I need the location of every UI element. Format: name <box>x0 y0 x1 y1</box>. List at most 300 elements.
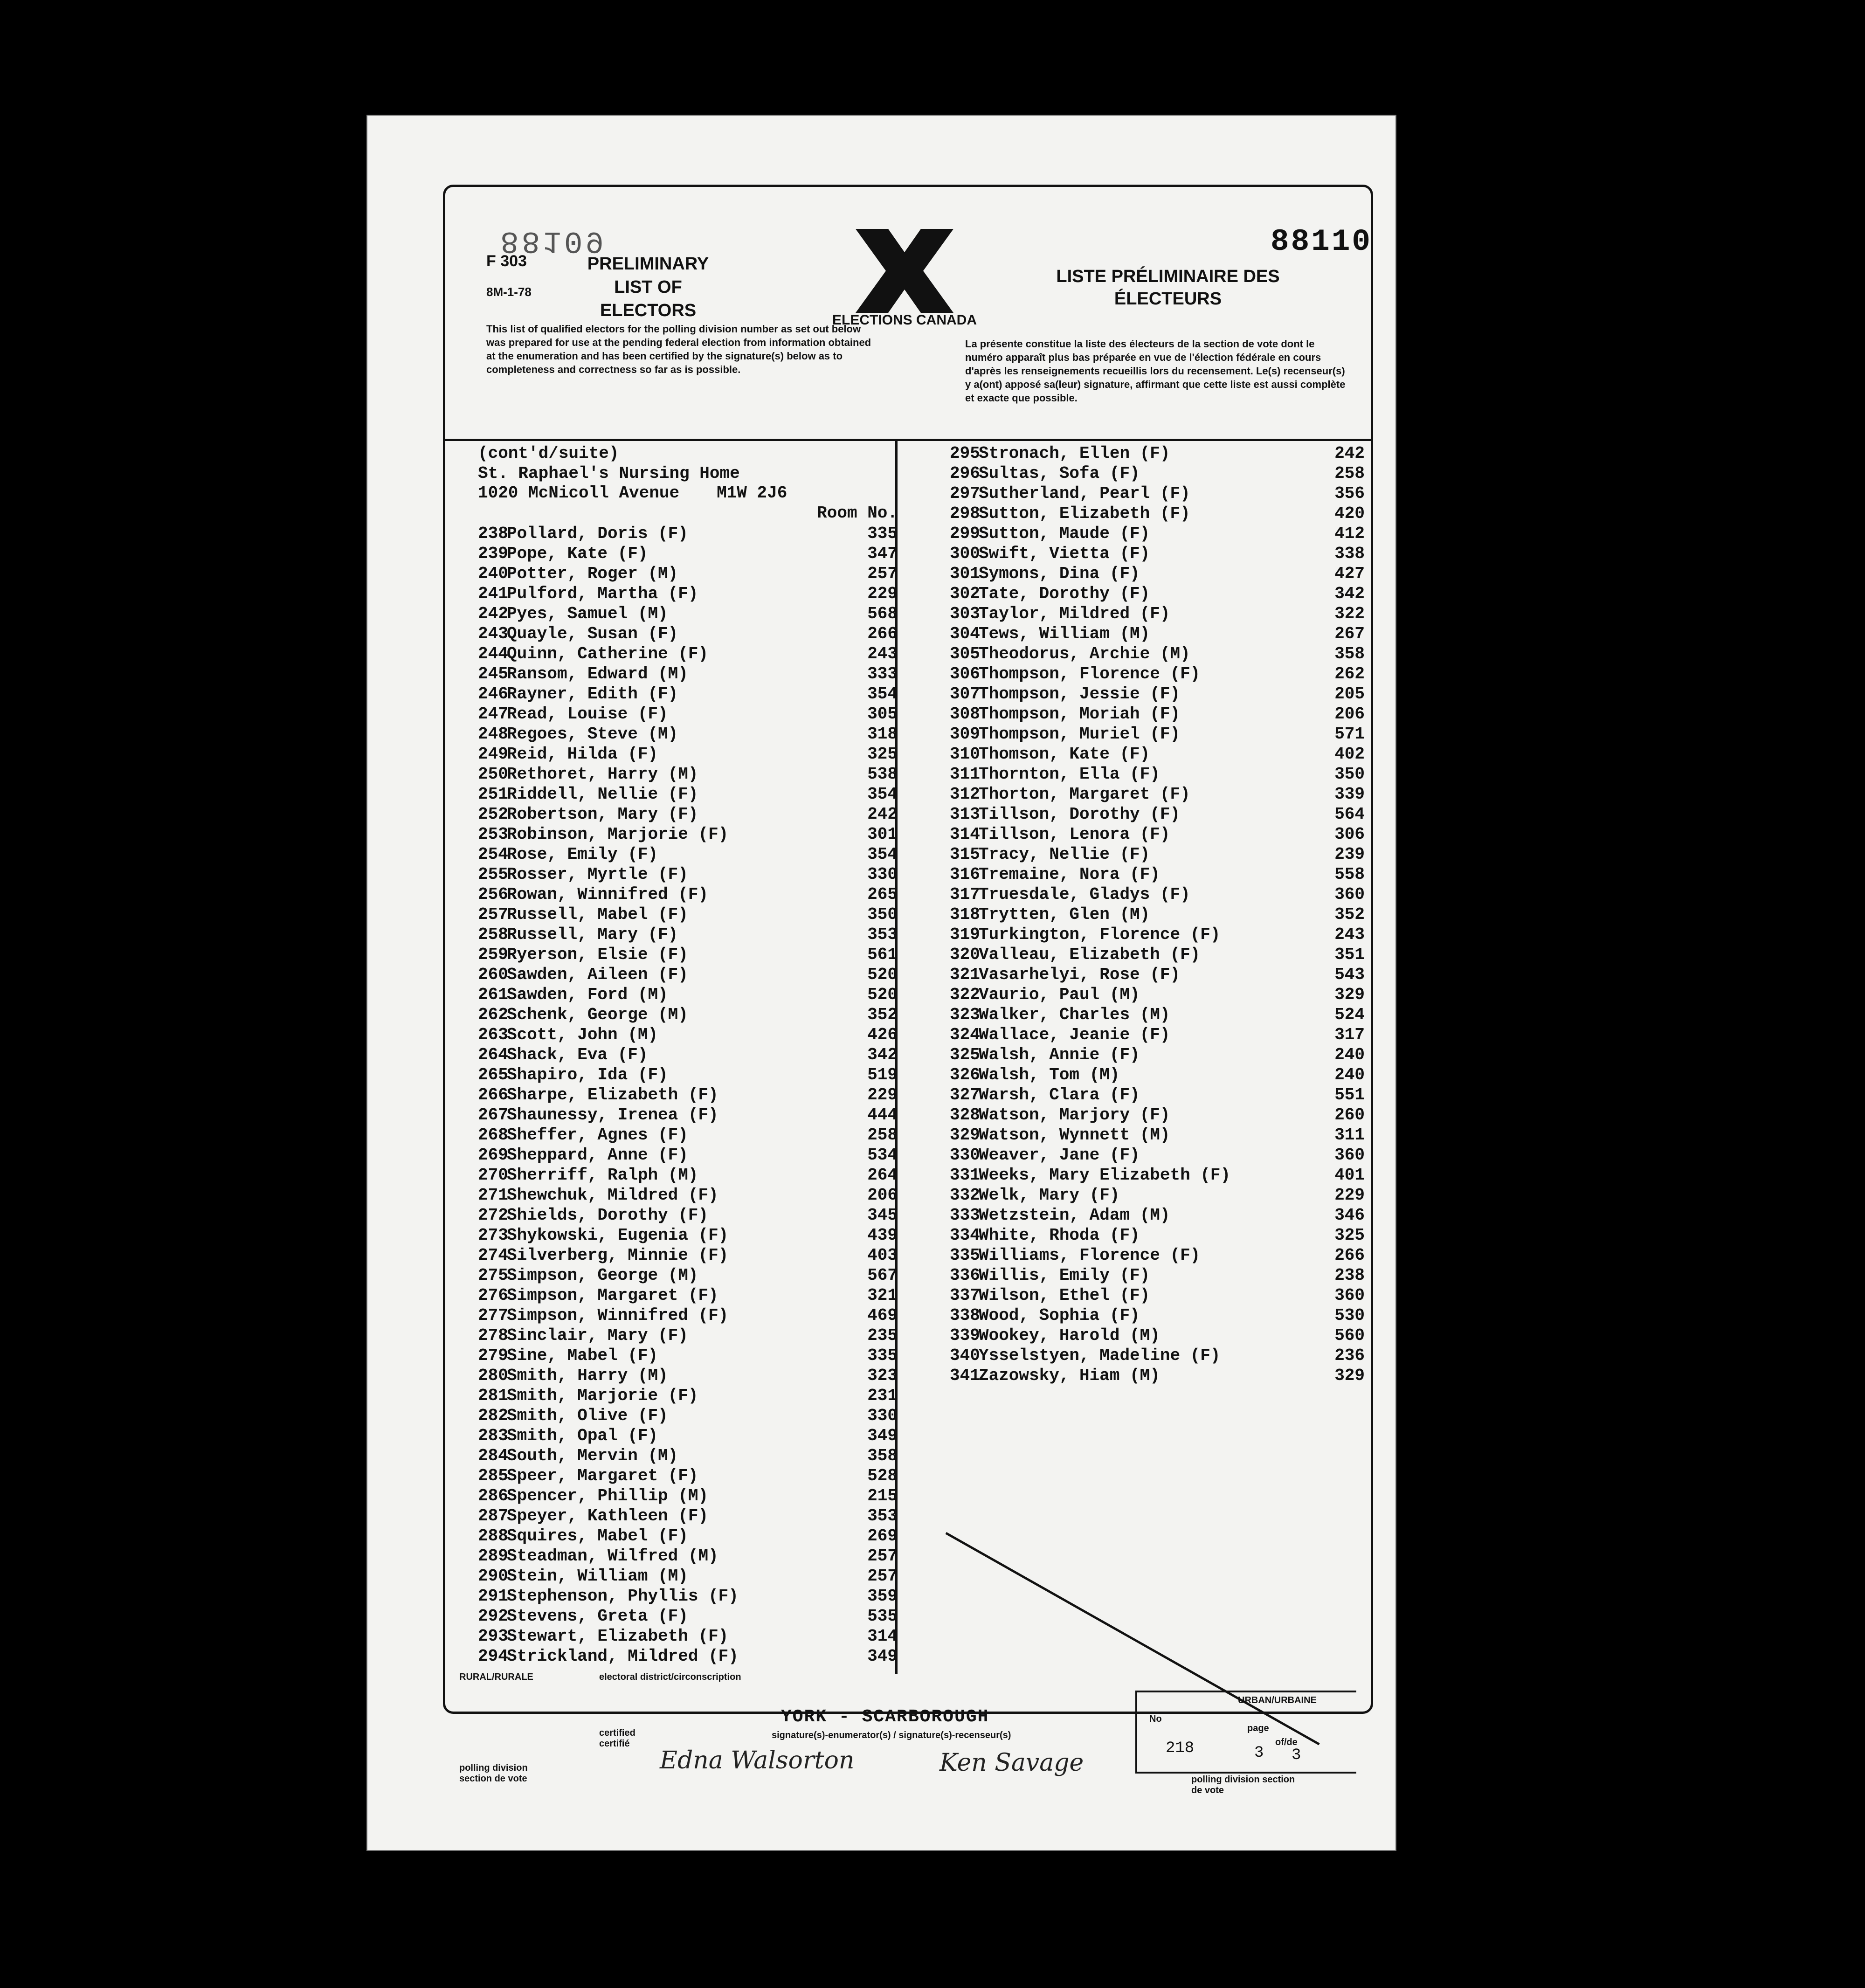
elector-name: Read, Louise (F) <box>507 704 668 724</box>
elector-name: Watson, Marjory (F) <box>979 1105 1170 1125</box>
room-number: 350 <box>867 905 898 924</box>
enumerator-signature-2: Ken Savage <box>939 1749 1084 1777</box>
room-number: 439 <box>867 1226 898 1245</box>
elector-number: 316 <box>950 865 980 884</box>
room-number: 444 <box>867 1105 898 1125</box>
elector-row <box>478 1285 898 1305</box>
elector-number: 238 <box>478 524 508 543</box>
elector-name: Vasarhelyi, Rose (F) <box>979 965 1181 984</box>
elector-number: 324 <box>950 1025 980 1044</box>
elector-row <box>950 1005 1365 1025</box>
room-number: 269 <box>867 1526 898 1546</box>
elector-name: Sawden, Aileen (F) <box>507 965 688 984</box>
elector-row <box>478 1045 898 1065</box>
elector-name: Sultas, Sofa (F) <box>979 464 1140 483</box>
elector-number: 336 <box>950 1266 980 1285</box>
room-number: 427 <box>1334 564 1365 583</box>
elector-number: 302 <box>950 584 980 603</box>
elector-name: Sheffer, Agnes (F) <box>507 1125 688 1145</box>
elector-row <box>478 1185 898 1205</box>
elector-row <box>478 1366 898 1386</box>
elector-name: Pope, Kate (F) <box>507 544 648 563</box>
elector-name: Ryerson, Elsie (F) <box>507 945 688 964</box>
elector-number: 319 <box>950 925 980 944</box>
elector-row <box>950 564 1365 584</box>
room-number: 335 <box>867 524 898 543</box>
elector-name: Taylor, Mildred (F) <box>979 604 1170 623</box>
elector-number: 248 <box>478 725 508 744</box>
elector-number: 304 <box>950 624 980 643</box>
room-number: 346 <box>1334 1206 1365 1225</box>
room-number: 206 <box>1334 704 1365 724</box>
elector-name: Watson, Wynnett (M) <box>979 1125 1170 1145</box>
room-number: 264 <box>867 1166 898 1185</box>
elector-row <box>478 985 898 1005</box>
room-number: 543 <box>1334 965 1365 984</box>
elector-name: Schenk, George (M) <box>507 1005 688 1024</box>
elector-number: 241 <box>478 584 508 603</box>
room-number: 420 <box>1334 504 1365 523</box>
elector-row <box>478 1586 898 1606</box>
elector-number: 303 <box>950 604 980 623</box>
elector-row <box>950 1346 1365 1366</box>
elector-row <box>478 724 898 744</box>
elector-name: Tews, William (M) <box>979 624 1150 643</box>
elector-name: Strickland, Mildred (F) <box>507 1647 739 1666</box>
elector-name: Speer, Margaret (F) <box>507 1466 698 1485</box>
note-french: La présente constitue la liste des électeurs de la section de vote dont le numéro apparaît plus bas préparée en vue de l'élection fédérale en cours d'après les renseignements recueillis lors du recensement. Le(s) recenseur(s) y a(ont) apposé sa(leur) signature, affirmant que cette liste est aussi complète et exacte que possible. <box>965 338 1346 404</box>
room-number: 242 <box>867 805 898 824</box>
room-number: 229 <box>867 1085 898 1104</box>
room-number: 262 <box>1334 664 1365 683</box>
elector-row <box>950 804 1365 824</box>
elector-name: Warsh, Clara (F) <box>979 1085 1140 1104</box>
room-number: 342 <box>867 1045 898 1064</box>
room-header: Room No. <box>817 504 898 523</box>
elector-number: 329 <box>950 1125 980 1145</box>
elector-row <box>950 1165 1365 1185</box>
elector-name: Walsh, Annie (F) <box>979 1045 1140 1064</box>
room-number: 266 <box>867 624 898 643</box>
elector-number: 309 <box>950 725 980 744</box>
elector-name: Russell, Mary (F) <box>507 925 678 944</box>
elector-row <box>950 1366 1365 1386</box>
room-number: 257 <box>867 564 898 583</box>
elector-number: 280 <box>478 1366 508 1385</box>
elector-number: 289 <box>478 1546 508 1566</box>
elector-row <box>478 824 898 844</box>
room-number: 229 <box>1334 1186 1365 1205</box>
title-french: LISTE PRÉLIMINAIRE DES ÉLECTEURS <box>1056 267 1280 309</box>
elector-row <box>950 965 1365 985</box>
elector-number: 245 <box>478 664 508 683</box>
elector-row <box>950 945 1365 965</box>
elector-name: South, Mervin (M) <box>507 1446 678 1465</box>
elector-name: Smith, Opal (F) <box>507 1426 658 1445</box>
elector-number: 312 <box>950 785 980 804</box>
elector-name: Swift, Vietta (F) <box>979 544 1150 563</box>
elector-row <box>950 884 1365 904</box>
elector-number: 239 <box>478 544 508 563</box>
form-header <box>445 187 1371 441</box>
elector-row <box>950 1265 1365 1285</box>
elector-number: 263 <box>478 1025 508 1044</box>
room-number: 242 <box>1334 444 1365 463</box>
elector-row <box>950 1025 1365 1045</box>
elector-name: Ransom, Edward (M) <box>507 664 688 683</box>
elector-name: Sutton, Maude (F) <box>979 524 1150 543</box>
elector-number: 293 <box>478 1627 508 1646</box>
elector-row <box>950 443 1365 463</box>
elector-number: 299 <box>950 524 980 543</box>
elector-row <box>950 784 1365 804</box>
room-number: 564 <box>1334 805 1365 824</box>
elector-number: 260 <box>478 965 508 984</box>
elector-row <box>478 1426 898 1446</box>
elector-number: 266 <box>478 1085 508 1104</box>
elector-number: 277 <box>478 1306 508 1325</box>
elector-number: 330 <box>950 1146 980 1165</box>
elector-number: 276 <box>478 1286 508 1305</box>
elector-number: 264 <box>478 1045 508 1064</box>
elector-row <box>478 884 898 904</box>
elector-row <box>478 684 898 704</box>
elector-number: 318 <box>950 905 980 924</box>
elector-row <box>478 564 898 584</box>
elector-name: White, Rhoda (F) <box>979 1226 1140 1245</box>
room-number: 359 <box>867 1587 898 1606</box>
room-number: 349 <box>867 1426 898 1445</box>
elector-row <box>478 1145 898 1165</box>
elector-row <box>478 524 898 544</box>
elector-number: 282 <box>478 1406 508 1425</box>
right-elector-list <box>950 443 1365 1386</box>
elector-row <box>478 1105 898 1125</box>
elector-name: Thompson, Jessie (F) <box>979 684 1181 704</box>
elector-row <box>478 1346 898 1366</box>
elector-name: Wetzstein, Adam (M) <box>979 1206 1170 1225</box>
elector-name: Speyer, Kathleen (F) <box>507 1506 709 1526</box>
room-number: 534 <box>867 1146 898 1165</box>
elector-number: 269 <box>478 1146 508 1165</box>
elector-row <box>478 1085 898 1105</box>
enumerator-signature-1: Edna Walsorton <box>660 1746 855 1774</box>
room-number: 353 <box>867 925 898 944</box>
elector-row <box>478 604 898 624</box>
room-number: 265 <box>867 885 898 904</box>
elector-row <box>478 1125 898 1145</box>
elector-row <box>950 744 1365 764</box>
elector-name: Wookey, Harold (M) <box>979 1326 1160 1345</box>
elector-row <box>478 1165 898 1185</box>
elector-name: Thornton, Ella (F) <box>979 765 1160 784</box>
elector-number: 308 <box>950 704 980 724</box>
room-number: 469 <box>867 1306 898 1325</box>
elector-row <box>950 1205 1365 1225</box>
elector-number: 322 <box>950 985 980 1004</box>
form-frame <box>443 185 1373 1795</box>
postal-code: M1W 2J6 <box>717 483 787 503</box>
elector-row <box>478 965 898 985</box>
elector-row <box>478 1325 898 1346</box>
elector-number: 278 <box>478 1326 508 1345</box>
elector-number: 281 <box>478 1386 508 1405</box>
room-number: 338 <box>1334 544 1365 563</box>
room-number: 329 <box>1334 1366 1365 1385</box>
electoral-district: YORK - SCARBOROUGH <box>781 1707 989 1727</box>
elector-number: 265 <box>478 1065 508 1084</box>
elector-number: 290 <box>478 1567 508 1586</box>
elector-number: 285 <box>478 1466 508 1485</box>
elector-row <box>478 1546 898 1566</box>
elector-number: 313 <box>950 805 980 824</box>
elector-name: Truesdale, Gladys (F) <box>979 885 1190 904</box>
elector-row <box>950 1325 1365 1346</box>
elector-name: Russell, Mabel (F) <box>507 905 688 924</box>
room-number: 231 <box>867 1386 898 1405</box>
room-number: 558 <box>1334 865 1365 884</box>
room-number: 322 <box>1334 604 1365 623</box>
elector-number: 286 <box>478 1486 508 1505</box>
elector-row <box>478 764 898 784</box>
elector-name: Smith, Marjorie (F) <box>507 1386 698 1405</box>
room-number: 206 <box>867 1186 898 1205</box>
urban-label: URBAN/URBAINE <box>1238 1695 1317 1705</box>
elector-name: Quinn, Catherine (F) <box>507 644 709 663</box>
elector-name: Shewchuk, Mildred (F) <box>507 1186 718 1205</box>
elector-number: 298 <box>950 504 980 523</box>
elector-row <box>950 664 1365 684</box>
elector-name: Symons, Dina (F) <box>979 564 1140 583</box>
elector-row <box>478 784 898 804</box>
elector-number: 294 <box>478 1647 508 1666</box>
polling-label-right: polling division section de vote <box>1191 1774 1295 1795</box>
left-elector-list <box>478 524 898 1666</box>
elector-row <box>950 644 1365 664</box>
room-number: 329 <box>1334 985 1365 1004</box>
elector-number: 246 <box>478 684 508 704</box>
elector-row <box>950 483 1365 504</box>
elector-row <box>950 584 1365 604</box>
elector-row <box>950 925 1365 945</box>
elector-name: Stein, William (M) <box>507 1567 688 1586</box>
elector-row <box>950 463 1365 483</box>
elector-name: Wallace, Jeanie (F) <box>979 1025 1170 1044</box>
elector-number: 311 <box>950 765 980 784</box>
contd-label: (cont'd/suite) <box>478 444 619 463</box>
elector-number: 341 <box>950 1366 980 1385</box>
elector-number: 261 <box>478 985 508 1004</box>
elector-number: 300 <box>950 544 980 563</box>
left-column <box>478 443 898 1666</box>
elector-number: 270 <box>478 1166 508 1185</box>
elector-name: Walker, Charles (M) <box>979 1005 1170 1024</box>
room-number: 530 <box>1334 1306 1365 1325</box>
room-number: 560 <box>1334 1326 1365 1345</box>
elector-row <box>478 1225 898 1245</box>
polling-label-left: polling division section de vote <box>459 1763 528 1784</box>
elector-number: 283 <box>478 1426 508 1445</box>
elector-name: Turkington, Florence (F) <box>979 925 1221 944</box>
elector-number: 267 <box>478 1105 508 1125</box>
elector-number: 335 <box>950 1246 980 1265</box>
elector-number: 325 <box>950 1045 980 1064</box>
elector-name: Regoes, Steve (M) <box>507 725 678 744</box>
elector-row <box>950 764 1365 784</box>
elector-row <box>950 524 1365 544</box>
elector-row <box>950 704 1365 724</box>
room-number: 238 <box>1334 1266 1365 1285</box>
elector-name: Robinson, Marjorie (F) <box>507 825 729 844</box>
elector-number: 331 <box>950 1166 980 1185</box>
elector-name: Thompson, Florence (F) <box>979 664 1201 683</box>
elector-name: Reid, Hilda (F) <box>507 745 658 764</box>
elector-number: 328 <box>950 1105 980 1125</box>
elector-number: 255 <box>478 865 508 884</box>
elector-number: 333 <box>950 1206 980 1225</box>
room-number: 354 <box>867 845 898 864</box>
elector-number: 305 <box>950 644 980 663</box>
elector-number: 323 <box>950 1005 980 1024</box>
room-number: 352 <box>867 1005 898 1024</box>
room-number: 402 <box>1334 745 1365 764</box>
room-number: 353 <box>867 1506 898 1526</box>
room-number: 358 <box>1334 644 1365 663</box>
elector-number: 253 <box>478 825 508 844</box>
elector-row <box>478 704 898 724</box>
room-number: 258 <box>867 1125 898 1145</box>
elector-name: Vaurio, Paul (M) <box>979 985 1140 1004</box>
elector-number: 296 <box>950 464 980 483</box>
elector-row <box>478 1205 898 1225</box>
elector-name: Shields, Dorothy (F) <box>507 1206 709 1225</box>
elector-row <box>950 1225 1365 1245</box>
room-header-row <box>478 504 898 524</box>
elector-number: 334 <box>950 1226 980 1245</box>
elector-row <box>950 1065 1365 1085</box>
elector-number: 240 <box>478 564 508 583</box>
elector-name: Thompson, Muriel (F) <box>979 725 1181 744</box>
room-number: 535 <box>867 1607 898 1626</box>
page-number: 3 <box>1254 1744 1264 1762</box>
elector-number: 279 <box>478 1346 508 1365</box>
elector-row <box>478 925 898 945</box>
elector-number: 338 <box>950 1306 980 1325</box>
room-number: 317 <box>1334 1025 1365 1044</box>
room-number: 354 <box>867 684 898 704</box>
elector-row <box>950 624 1365 644</box>
elector-row <box>950 824 1365 844</box>
elector-row <box>478 1606 898 1626</box>
address-row <box>478 483 898 504</box>
elector-number: 295 <box>950 444 980 463</box>
elector-name: Robertson, Mary (F) <box>507 805 698 824</box>
elector-name: Simpson, Winnifred (F) <box>507 1306 729 1325</box>
room-number: 519 <box>867 1065 898 1084</box>
room-number: 267 <box>1334 624 1365 643</box>
serial-number-left: 88109 <box>500 223 607 258</box>
no-label: No <box>1149 1714 1162 1724</box>
room-number: 528 <box>867 1466 898 1485</box>
elector-number: 275 <box>478 1266 508 1285</box>
room-number: 347 <box>867 544 898 563</box>
elector-number: 284 <box>478 1446 508 1465</box>
room-number: 330 <box>867 865 898 884</box>
elector-number: 326 <box>950 1065 980 1084</box>
elector-row <box>950 724 1365 744</box>
certified-label: certified certifié <box>599 1728 635 1749</box>
elector-name: Tillson, Lenora (F) <box>979 825 1170 844</box>
elections-canada-logo-icon <box>832 220 977 328</box>
room-number: 356 <box>1334 484 1365 503</box>
elector-name: Tracy, Nellie (F) <box>979 845 1150 864</box>
elector-row <box>478 844 898 864</box>
elector-row <box>478 584 898 604</box>
room-number: 306 <box>1334 825 1365 844</box>
elector-name: Shykowski, Eugenia (F) <box>507 1226 729 1245</box>
elector-number: 327 <box>950 1085 980 1104</box>
document-page <box>367 116 1395 1850</box>
elector-number: 320 <box>950 945 980 964</box>
elector-row <box>950 844 1365 864</box>
room-number: 568 <box>867 604 898 623</box>
elector-name: Shapiro, Ida (F) <box>507 1065 668 1084</box>
elector-name: Valleau, Elizabeth (F) <box>979 945 1201 964</box>
elector-row <box>950 1125 1365 1145</box>
room-number: 325 <box>867 745 898 764</box>
polling-division-number: 218 <box>1166 1740 1195 1757</box>
elector-number: 288 <box>478 1526 508 1546</box>
elector-name: Smith, Harry (M) <box>507 1366 668 1385</box>
room-number: 243 <box>1334 925 1365 944</box>
elector-name: Stephenson, Phyllis (F) <box>507 1587 739 1606</box>
room-number: 403 <box>867 1246 898 1265</box>
elector-name: Rethoret, Harry (M) <box>507 765 698 784</box>
elector-number: 243 <box>478 624 508 643</box>
elector-row <box>950 985 1365 1005</box>
elector-row <box>950 904 1365 925</box>
elector-number: 332 <box>950 1186 980 1205</box>
room-number: 257 <box>867 1546 898 1566</box>
room-number: 360 <box>1334 885 1365 904</box>
elector-row <box>478 1446 898 1466</box>
elector-number: 273 <box>478 1226 508 1245</box>
room-number: 426 <box>867 1025 898 1044</box>
elector-number: 262 <box>478 1005 508 1024</box>
location-address: 1020 McNicoll Avenue <box>478 483 680 503</box>
elector-row <box>950 1285 1365 1305</box>
room-number: 342 <box>1334 584 1365 603</box>
elector-name: Sawden, Ford (M) <box>507 985 668 1004</box>
elector-row <box>950 1305 1365 1325</box>
elector-name: Smith, Olive (F) <box>507 1406 668 1425</box>
elector-row <box>478 1065 898 1085</box>
elector-name: Pyes, Samuel (M) <box>507 604 668 623</box>
elector-number: 271 <box>478 1186 508 1205</box>
elector-name: Welk, Mary (F) <box>979 1186 1120 1205</box>
elector-name: Stewart, Elizabeth (F) <box>507 1627 729 1646</box>
room-number: 205 <box>1334 684 1365 704</box>
elector-row <box>478 1406 898 1426</box>
elector-number: 242 <box>478 604 508 623</box>
elector-row <box>950 1085 1365 1105</box>
right-column <box>950 443 1365 1386</box>
elector-name: Simpson, George (M) <box>507 1266 698 1285</box>
room-number: 330 <box>867 1406 898 1425</box>
elector-name: Squires, Mabel (F) <box>507 1526 688 1546</box>
elector-name: Williams, Florence (F) <box>979 1246 1201 1265</box>
elector-name: Theodorus, Archie (M) <box>979 644 1190 663</box>
